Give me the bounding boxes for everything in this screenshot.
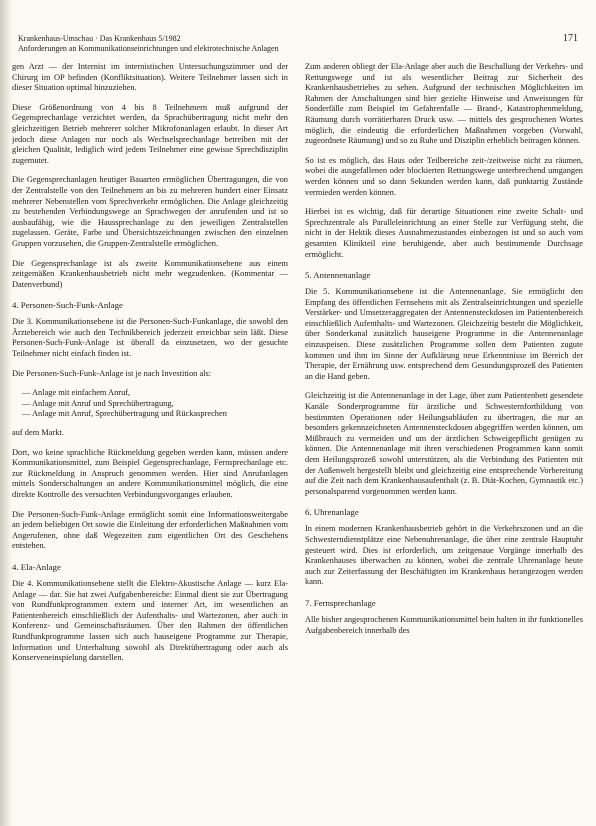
paragraph: Dort, wo keine sprachliche Rückmeldung gegeben werden kann, müssen andere Kommunikationsmittel, zum Beispiel Gegensprechanlage, Fernsprechanlage etc. zur Rückmeldung in Anspruch genommen werden. Hier sind Anrufanlagen mittels Sonderschaltungen an andere Kommunikationsmittel möglich, die eine direkte Kontrolle des versuchten Verbindungsvorganges erlauben. <box>12 447 288 499</box>
paragraph: Die Personen-Such-Funk-Anlage ermöglicht somit eine Informationsweitergabe an jedem beliebigen Ort sowie die Einleitung der erforderlichen Maßnahmen vom Angerufenen, ohne daß Wegezeiten zum eigentlichen Ort des Geschehens entstehen. <box>12 509 288 551</box>
paragraph: Hierbei ist es wichtig, daß für derartige Situationen eine zweite Schalt- und Sprechzentrale als Paralleleinrichtung an einer Stelle zur Verfügung steht, die nicht in der Hektik dieses Ausnahmezustandes einbezogen ist und so auch vom gesamten Klinikteil eine beruhigende, aber auch bestimmende Durchsage ermöglicht. <box>305 207 583 259</box>
list-item: — Anlage mit Anruf und Sprechübertragung, <box>22 398 174 408</box>
section-heading: 6. Uhrenanlage <box>305 507 359 518</box>
paragraph: Die 5. Kommunikationsebene ist die Antennenanlage. Sie ermöglicht den Empfang des öffentlichen Fernsehens mit als Zentralseinrichtungen und spezielle Verstärker- und Umsetzeraggregaten der Antennensteckdosen im Patientenbereich einschließlich Aufenthalts- und Wartezonen. Gleichzeitig besteht die Möglichkeit, über Sonderkanal zusätzlich hauseigene Programme in die Antennenanlage einzuspeisen. Diese zusätzlichen Programme sollen dem Patienten zugute kommen und ihm im Sinne der Aufklärung neue Erkenntnisse im Bereich der Therapie, der Ernährung usw. entsprechend dem Gesundungsprozeß des Patienten an die Hand geben. <box>305 287 583 381</box>
paragraph: Gleichzeitig ist die Antennenanlage in der Lage, über zum Patientenbett gesendete Kanäle Sonderprogramme für ärztliche und Schwesternfortbildung von bestimmten Operationen oder Heilungsabläufen zu übertragen, die nur an besonders gekennzeichneten Antennensteckdosen abgegriffen werden können, um Mißbrauch zu vermeiden und um der ärztlichen Schweigepflicht genügen zu können. Die Antennenanlage mit ihren verschiedenen Programmen kann somit dem Heilungsprozeß sowohl unterstützen, als die Verbindung des Patienten mit der Außenwelt hergestellt bleibt und gleichzeitig eine entsprechende Vorbereitung auf die Zeit nach dem Krankenhausaufenthalt (z. B. Diät-Kochen, Gymnastik etc.) personalsparend vorgenommen werden kann. <box>305 391 583 496</box>
paragraph: Die Gegensprechanlage ist als zweite Kommunikationsebene aus einem zeitgemäßen Krankenhausbetrieb nicht mehr wegzudenken. (Kommentar — Datenverbund) <box>12 258 288 289</box>
list-item: — Anlage mit einfachem Anruf, <box>22 388 131 398</box>
paragraph: Die Gegensprechanlagen heutiger Bauarten ermöglichen Übertragungen, die von der Zentralstelle von den Teilnehmern an bis zu mehreren hundert einer Einsatz mehrerer Nebenstellen vom Sprechverkehr ermöglichen. Die Anlage gleichzeitig zu bestehenden Verbindungswege an Sprachwegen der anrufenden und ist so ausbaufähig, wie die Haussprechanlage zu den jeweiligen Zentralstellen zugelassen. Geräte, Farbe und Übersichtszeichnungen zwischen den einzelnen Gruppen vorzusehen, die Gruppen-Zentralstelle ermöglichen. <box>12 175 288 248</box>
paragraph: Die 3. Kommunikationsebene ist die Personen-Such-Funkanlage, die sowohl den Ärztebereich wie auch den Technikbereich jederzeit erreichbar sein läßt. Diese Personen-Such-Funk-Anlage ist überall da einzusetzen, wo der gesuchte Teilnehmer nicht einfach finden ist. <box>12 317 288 359</box>
section-heading: 4. Ela-Anlage <box>12 561 61 572</box>
paragraph: auf dem Markt. <box>12 428 64 438</box>
paragraph: So ist es möglich, das Haus oder Teilbereiche zeit-/zeitweise nicht zu räumen, wobei die ausgefallenen oder blockierten Rettungswege unterbrechend umgangen werden können und so dann Sekunden werden kann, daß punktartig Zustände vermieden werden können. <box>305 155 583 197</box>
list-item: — Anlage mit Anruf, Sprechübertragung und Rückasprechen <box>22 409 227 419</box>
page-number: 171 <box>563 33 578 44</box>
section-heading: 4. Personen-Such-Funk-Anlage <box>12 300 123 311</box>
paragraph: In einem modernen Krankenhausbetrieb gehört in die Verkehrszonen und an die Schwesterndienstplätze eine Nebenuhrenanlage, die über eine zentrale Hauptuhr gesteuert wird. Dies ist erforderlich, um zeitgenaue Vorgänge innerhalb des Krankenhauses überwachen zu können, wobei die zentrale Uhrenanlage heute auch zur Zeiterfassung der Beschäftigten im Krankenhaus herangezogen werden kann. <box>305 524 583 587</box>
section-heading: 7. Fernsprechanlage <box>305 597 376 608</box>
left-column <box>12 62 288 812</box>
paragraph: Alle bisher angesprochenen Kommunikationsmittel bein halten in ihr funktionelles Aufgabenbereich innerhalb des <box>305 614 583 635</box>
journal-title: Krankenhaus-Umschau · Das Krankenhaus 5/1982 <box>18 34 181 43</box>
paragraph: Diese Größenordnung von 4 bis 8 Teilnehmern muß aufgrund der Gegensprechanlage verzichtet werden, da Sprachübertragung nicht mehr den gleichzeitigen Betrieb mehrerer solcher Mikrofonanlagen erlaubt. In dieser Art jedoch diese Anlagen nur noch als Wechselsprechanlage betreiben mit der gleichen Qualität, lediglich wird jedem Teilnehmer eine gewisse Sprechdisziplin zugemutet. <box>12 102 288 165</box>
article-subtitle: Anforderungen an Kommunikationseinrichtungen und elektrotechnische Anlagen <box>18 44 279 53</box>
bullet-list <box>12 388 288 420</box>
section-heading: 5. Antennenanlage <box>305 270 371 281</box>
paragraph: Die 4. Kommunikationsebene stellt die Elektro-Akustische Anlage — kurz Ela-Anlage — dar. Sie hat zwei Aufgabenbereiche: Einmal dient sie zur Übertragung von Rundfunkprogrammen extern und interner Art, im wesentlichen an Patientenbereich einschließlich der Aufenthalts- und Wartezonen, aber auch in Konferenz- und Gemeinschaftsräumen. Über den Rahmen der öffentlichen Rundfunkprogramme lassen sich auch hauseigene Programme zur Therapie, Information und Unterhaltung sowohl als Direktübertragung oder auch als Konserveneinspielung darstellen. <box>12 578 288 663</box>
paragraph: gen Arzt — der Internist im internistischen Untersuchungszimmer und der Chirurg im OP befinden (Konfliktsituation). Weitere Teilnehmer lassen sich in dieser Situation optimal hinzuziehen. <box>12 62 288 93</box>
paragraph: Die Personen-Such-Funk-Anlage ist je nach Investition als: <box>12 368 212 378</box>
right-column <box>305 62 583 812</box>
page-gutter-shadow <box>0 0 12 826</box>
paragraph: Zum anderen obliegt der Ela-Anlage aber auch die Beschallung der Verkehrs- und Rettungswege und ist als wesentlicher Beitrag zur Sicherheit des Krankenhausbetriebes zu sehen. Aufgrund der technischen Möglichkeiten im Rahmen der Anschaltungen sind hier gezielte Hinweise und Anweisungen für Sonderfälle zum Beispiel im Gefahrenfalle — Brand-, Katastrophenmeldung, Räumung durch vorrätierbaren Druck usw. — mittels des gesprochenen Wortes möglich, die eindeutig die erforderlichen Maßnahmen vorgeben (Vorwahl, zugeordnete Räumung) und so zu Ruhe und Disziplin erheblich beitragen können. <box>305 62 583 146</box>
